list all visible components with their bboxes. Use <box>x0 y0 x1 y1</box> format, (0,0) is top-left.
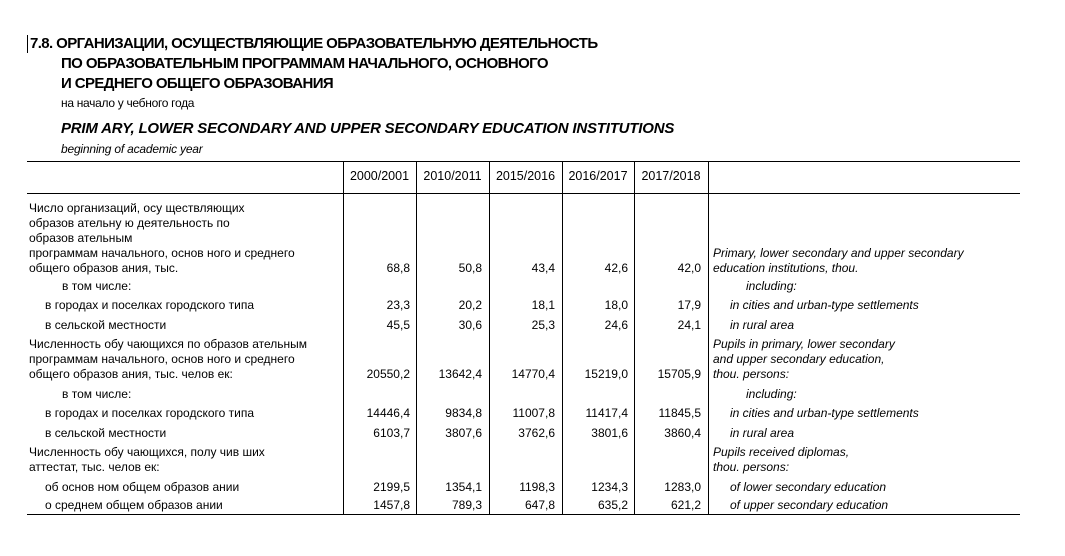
title-ru-line-2: ПО ОБРАЗОВАТЕЛЬНЫМ ПРОГРАММАМ НАЧАЛЬНОГО, ОСНОВНОГО <box>61 55 548 72</box>
title-ru-line-1: 7.8. ОРГАНИЗАЦИИ, ОСУЩЕСТВЛЯЮЩИЕ ОБРАЗОВАТЕЛЬНУЮ ДЕЯТЕЛЬНОСТЬ <box>30 35 598 52</box>
value-cell: 9834,8 <box>445 406 482 420</box>
row-label-ru: в сельской местности <box>45 426 167 440</box>
value-cell: 42,0 <box>677 261 701 275</box>
table-top-rule <box>27 161 1020 162</box>
row-label-ru: в городах и поселках городского типа <box>45 298 255 312</box>
value-cell: 647,8 <box>524 498 555 512</box>
value-cell: 11417,4 <box>585 406 628 420</box>
row-label-en: thou. persons: <box>713 460 790 474</box>
value-cell: 43,4 <box>531 261 555 275</box>
column-header-year: 2017/2018 <box>641 169 701 183</box>
value-cell: 1198,3 <box>519 480 555 494</box>
value-cell: 15219,0 <box>584 367 628 381</box>
value-cell: 2199,5 <box>373 480 410 494</box>
value-cell: 24,6 <box>604 318 628 332</box>
column-header-year: 2016/2017 <box>568 169 628 183</box>
value-cell: 3801,6 <box>591 426 628 440</box>
row-label-ru: в городах и поселках городского типа <box>45 406 255 420</box>
row-label-en: Pupils in primary, lower secondary <box>713 337 895 351</box>
row-label-en: in rural area <box>730 426 795 440</box>
row-label-en: Pupils received diplomas, <box>713 445 850 459</box>
subtitle-en: beginning of academic year <box>61 142 203 156</box>
row-label-en: in rural area <box>730 318 795 332</box>
row-label-en: in cities and urban-type settlements <box>730 298 919 312</box>
column-divider <box>634 161 635 514</box>
value-cell: 25,3 <box>531 318 555 332</box>
table-header-rule <box>27 193 1020 194</box>
value-cell: 14446,4 <box>366 406 410 420</box>
row-label-ru: об основ ном общем образов ании <box>45 480 240 494</box>
value-cell: 15705,9 <box>657 367 701 381</box>
value-cell: 635,2 <box>597 498 628 512</box>
value-cell: 14770,4 <box>511 367 555 381</box>
row-label-en: including: <box>746 387 797 401</box>
column-header-year: 2015/2016 <box>495 169 556 183</box>
value-cell: 50,8 <box>458 261 482 275</box>
value-cell: 30,6 <box>458 318 482 332</box>
value-cell: 6103,7 <box>373 426 410 440</box>
column-divider <box>708 161 709 514</box>
row-label-en: Primary, lower secondary and upper secondary <box>713 246 964 260</box>
column-divider <box>343 161 344 514</box>
row-label-en: and upper secondary education, <box>713 352 885 366</box>
row-label-ru: общего образов ания, тыс. <box>29 261 179 275</box>
row-label-en: including: <box>746 279 797 293</box>
value-cell: 621,2 <box>670 498 701 512</box>
row-label-en: thou. persons: <box>713 367 790 381</box>
row-label-ru: образов ательну ю деятельность по <box>29 216 230 230</box>
row-label-en: of upper secondary education <box>730 498 889 512</box>
subtitle-ru: на начало у чебного года <box>61 96 195 110</box>
row-label-ru: образов ательным <box>29 231 133 245</box>
row-label-en: education institutions, thou. <box>713 261 859 275</box>
column-divider <box>562 161 563 514</box>
row-label-ru: в сельской местности <box>45 318 167 332</box>
row-label-ru: в том числе: <box>62 279 132 293</box>
value-cell: 13642,4 <box>438 367 482 381</box>
column-header-year: 2010/2011 <box>423 169 482 183</box>
value-cell: 3860,4 <box>664 426 701 440</box>
row-label-en: of lower secondary education <box>730 480 887 494</box>
row-label-ru: Численность обу чающихся, полу чив ших <box>29 445 265 459</box>
column-header-year: 2000/2001 <box>349 169 410 183</box>
value-cell: 20,2 <box>458 298 482 312</box>
table-bottom-rule <box>27 514 1020 515</box>
column-divider <box>416 161 417 514</box>
row-label-ru: программам начального, основ ного и среднего <box>29 246 295 260</box>
value-cell: 68,8 <box>386 261 410 275</box>
column-divider <box>489 161 490 514</box>
value-cell: 11845,5 <box>658 406 701 420</box>
title-en: PRIM ARY, LOWER SECONDARY AND UPPER SECONDARY EDUCATION INSTITUTIONS <box>61 120 675 137</box>
value-cell: 3762,6 <box>518 426 555 440</box>
value-cell: 24,1 <box>677 318 701 332</box>
value-cell: 3807,6 <box>445 426 482 440</box>
value-cell: 1234,3 <box>591 480 628 494</box>
value-cell: 23,3 <box>386 298 410 312</box>
value-cell: 18,0 <box>604 298 628 312</box>
row-label-ru: Численность обу чающихся по образов ательным <box>29 337 308 351</box>
row-label-ru: программам начального, основ ного и среднего <box>29 352 295 366</box>
row-label-en: in cities and urban-type settlements <box>730 406 919 420</box>
value-cell: 17,9 <box>677 298 701 312</box>
value-cell: 11007,8 <box>512 406 555 420</box>
value-cell: 1457,8 <box>373 498 410 512</box>
text-cursor <box>27 35 28 53</box>
value-cell: 1354,1 <box>445 480 482 494</box>
value-cell: 18,1 <box>531 298 555 312</box>
title-ru-line-3: И СРЕДНЕГО ОБЩЕГО ОБРАЗОВАНИЯ <box>61 75 334 92</box>
value-cell: 42,6 <box>604 261 628 275</box>
value-cell: 789,3 <box>451 498 482 512</box>
row-label-ru: общего образов ания, тыс. челов ек: <box>29 367 233 381</box>
value-cell: 45,5 <box>386 318 410 332</box>
row-label-ru: в том числе: <box>62 387 132 401</box>
row-label-ru: Число организаций, осу ществляющих <box>29 201 245 215</box>
value-cell: 20550,2 <box>366 367 410 381</box>
value-cell: 1283,0 <box>664 480 701 494</box>
row-label-ru: о среднем общем образов ании <box>45 498 223 512</box>
row-label-ru: аттестат, тыс. челов ек: <box>29 460 160 474</box>
